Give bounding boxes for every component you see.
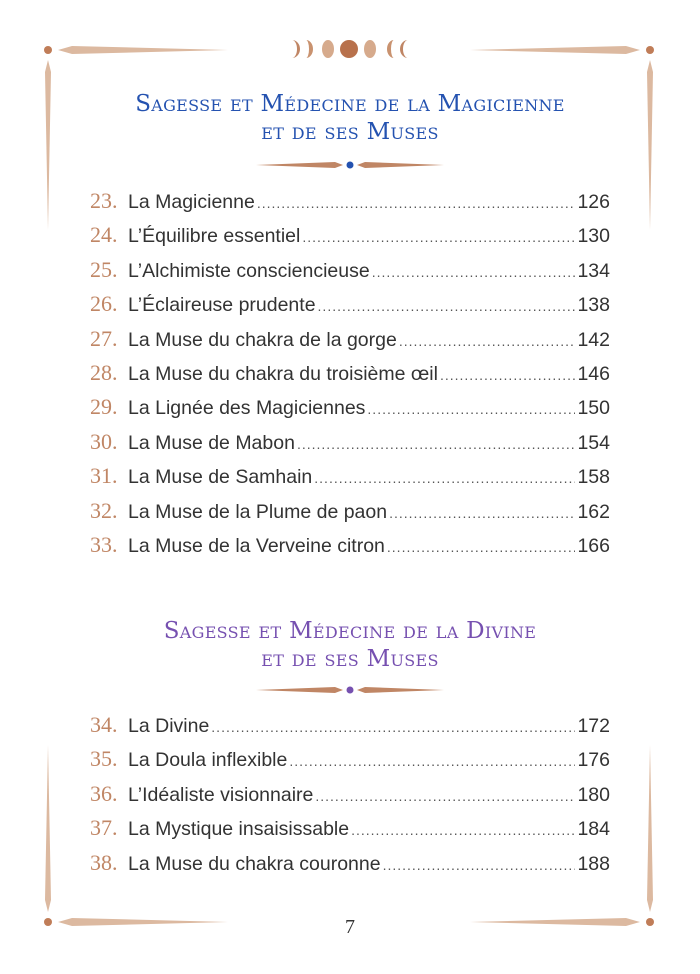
entry-page: 142 xyxy=(577,328,610,351)
entry-page: 150 xyxy=(577,397,610,420)
section1-divider xyxy=(256,162,444,169)
entry-number: 29. xyxy=(90,394,118,420)
entry-number: 36. xyxy=(90,780,118,806)
dot-leader xyxy=(289,753,575,769)
entry-title: La Muse de la Plume de paon xyxy=(128,500,388,523)
dot-leader xyxy=(351,822,575,838)
entry-number: 34. xyxy=(90,712,118,737)
section1-title-line1: Sagesse et Médecine de la Magicienne xyxy=(135,91,565,117)
entry-title: La Muse du chakra couronne xyxy=(128,852,381,875)
section1-title xyxy=(0,90,700,146)
moon-phases-icon xyxy=(292,40,408,58)
toc-entry[interactable] xyxy=(90,291,610,325)
dot-leader xyxy=(372,264,576,280)
entry-page: 138 xyxy=(577,294,610,317)
dot-leader xyxy=(318,298,576,314)
toc-entry[interactable] xyxy=(90,394,610,428)
entry-number: 37. xyxy=(90,815,118,841)
entry-page: 146 xyxy=(577,362,610,385)
toc-entry[interactable] xyxy=(90,781,610,815)
dot-leader xyxy=(383,857,576,873)
entry-number: 31. xyxy=(90,463,118,489)
page-number: 7 xyxy=(345,916,355,938)
dot-leader xyxy=(399,333,576,349)
entry-page: 130 xyxy=(577,225,610,248)
section2-toc xyxy=(90,712,610,884)
entry-number: 25. xyxy=(90,256,118,282)
section1-title-line2: et de ses Muses xyxy=(261,119,439,145)
entry-title: L’Alchimiste consciencieuse xyxy=(128,259,370,282)
toc-entry[interactable] xyxy=(90,498,610,532)
entry-number: 28. xyxy=(90,359,118,385)
section2-title xyxy=(0,617,700,673)
entry-page: 126 xyxy=(577,191,610,213)
entry-title: La Muse de Samhain xyxy=(128,466,313,489)
entry-page: 184 xyxy=(577,818,610,841)
toc-entry[interactable] xyxy=(90,815,610,849)
entry-page: 158 xyxy=(577,466,610,489)
entry-page: 188 xyxy=(577,852,610,875)
entry-page: 166 xyxy=(577,534,610,557)
section2-title-line1: Sagesse et Médecine de la Divine xyxy=(163,618,537,644)
toc-entry[interactable] xyxy=(90,188,610,222)
entry-page: 176 xyxy=(577,749,610,772)
toc-entry[interactable] xyxy=(90,257,610,291)
dot-leader xyxy=(440,367,575,383)
entry-number: 26. xyxy=(90,291,118,317)
entry-number: 30. xyxy=(90,428,118,454)
toc-entry[interactable] xyxy=(90,712,610,746)
dot-leader xyxy=(315,788,575,804)
entry-number: 38. xyxy=(90,849,118,875)
dot-leader xyxy=(387,539,576,555)
entry-title: L’Idéaliste visionnaire xyxy=(128,783,314,806)
entry-number: 27. xyxy=(90,325,118,351)
section2-title-line2: et de ses Muses xyxy=(261,646,439,672)
entry-page: 172 xyxy=(577,715,610,737)
toc-entry[interactable] xyxy=(90,850,610,884)
entry-title: La Magicienne xyxy=(128,191,255,213)
entry-title: La Divine xyxy=(128,715,210,737)
entry-title: La Doula inflexible xyxy=(128,749,288,772)
dot-leader xyxy=(211,719,575,735)
entry-title: La Muse de Mabon xyxy=(128,431,295,454)
section2-divider xyxy=(256,687,444,694)
entry-title: La Mystique insaisissable xyxy=(128,818,350,841)
entry-title: L’Éclaireuse prudente xyxy=(128,294,316,317)
toc-entry[interactable] xyxy=(90,360,610,394)
entry-title: La Muse de la Verveine citron xyxy=(128,534,385,557)
entry-page: 162 xyxy=(577,500,610,523)
entry-title: L’Équilibre essentiel xyxy=(128,225,301,248)
dot-leader xyxy=(367,401,575,417)
entry-page: 180 xyxy=(577,783,610,806)
toc-entry[interactable] xyxy=(90,429,610,463)
entry-number: 33. xyxy=(90,531,118,557)
toc-entry[interactable] xyxy=(90,463,610,497)
toc-entry[interactable] xyxy=(90,532,610,566)
entry-page: 134 xyxy=(577,259,610,282)
dot-leader xyxy=(389,505,575,521)
entry-title: La Lignée des Magiciennes xyxy=(128,397,366,420)
entry-number: 35. xyxy=(90,746,118,772)
toc-entry[interactable] xyxy=(90,326,610,360)
entry-number: 32. xyxy=(90,497,118,523)
entry-page: 154 xyxy=(577,431,610,454)
entry-number: 24. xyxy=(90,222,118,248)
dot-leader xyxy=(257,195,576,211)
dot-leader xyxy=(314,470,575,486)
dot-leader xyxy=(302,229,575,245)
toc-entry[interactable] xyxy=(90,746,610,780)
entry-title: La Muse du chakra de la gorge xyxy=(128,328,397,351)
toc-entry[interactable] xyxy=(90,222,610,256)
dot-leader xyxy=(297,436,576,452)
section1-toc xyxy=(90,188,610,566)
entry-number: 23. xyxy=(90,188,118,213)
entry-title: La Muse du chakra du troisième œil xyxy=(128,362,438,385)
